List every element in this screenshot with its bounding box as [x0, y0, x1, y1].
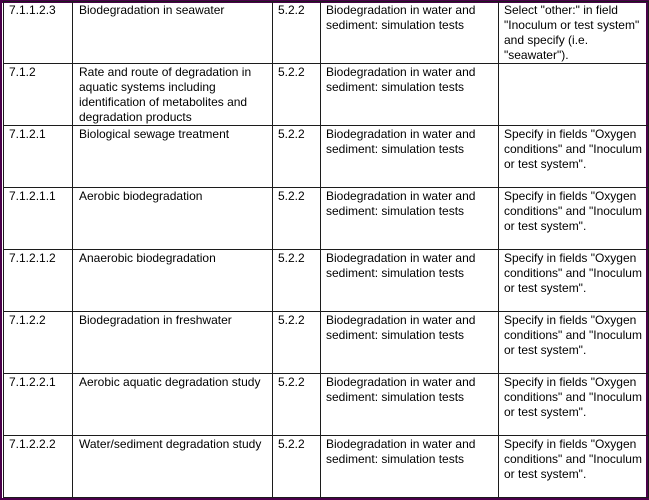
- section-number-cell: 7.1.2: [4, 64, 73, 126]
- instruction-cell: Select "other:" in field "Inoculum or test system" and specify (i.e. "seawater").: [499, 2, 649, 64]
- table-row: [4, 2, 649, 64]
- section-number-cell: 7.1.1.2.3: [4, 2, 73, 64]
- study-type-cell: Biodegradation in water and sediment: simulation tests: [321, 436, 499, 498]
- table-row: [4, 436, 649, 498]
- instruction-cell: [499, 64, 649, 126]
- instruction-cell: Specify in fields "Oxygen conditions" and "Inoculum or test system".: [499, 436, 649, 498]
- table-row: [4, 250, 649, 312]
- section-number-cell: 7.1.2.2: [4, 312, 73, 374]
- study-type-cell: Biodegradation in water and sediment: simulation tests: [321, 126, 499, 188]
- reference-number-cell: 5.2.2: [273, 374, 321, 436]
- study-type-cell: Biodegradation in water and sediment: simulation tests: [321, 188, 499, 250]
- reference-number-cell: 5.2.2: [273, 126, 321, 188]
- study-type-cell: Biodegradation in water and sediment: simulation tests: [321, 250, 499, 312]
- study-type-cell: Biodegradation in water and sediment: simulation tests: [321, 64, 499, 126]
- instruction-cell: Specify in fields "Oxygen conditions" and "Inoculum or test system".: [499, 312, 649, 374]
- instruction-cell: Specify in fields "Oxygen conditions" and "Inoculum or test system".: [499, 374, 649, 436]
- section-number-cell: 7.1.2.2.1: [4, 374, 73, 436]
- table-row: [4, 126, 649, 188]
- table-row: [4, 188, 649, 250]
- reference-number-cell: 5.2.2: [273, 436, 321, 498]
- section-number-cell: 7.1.2.1: [4, 126, 73, 188]
- instruction-cell: Specify in fields "Oxygen conditions" and "Inoculum or test system".: [499, 126, 649, 188]
- reference-number-cell: 5.2.2: [273, 2, 321, 64]
- endpoint-name-cell: Aerobic biodegradation: [73, 188, 273, 250]
- study-type-cell: Biodegradation in water and sediment: simulation tests: [321, 312, 499, 374]
- endpoint-mapping-table: [3, 1, 649, 498]
- endpoint-name-cell: Water/sediment degradation study: [73, 436, 273, 498]
- section-number-cell: 7.1.2.2.2: [4, 436, 73, 498]
- endpoint-name-cell: Anaerobic biodegradation: [73, 250, 273, 312]
- study-type-cell: Biodegradation in water and sediment: simulation tests: [321, 2, 499, 64]
- reference-number-cell: 5.2.2: [273, 188, 321, 250]
- reference-number-cell: 5.2.2: [273, 312, 321, 374]
- table-row: [4, 374, 649, 436]
- endpoint-name-cell: Biodegradation in seawater: [73, 2, 273, 64]
- reference-number-cell: 5.2.2: [273, 64, 321, 126]
- endpoint-name-cell: Biodegradation in freshwater: [73, 312, 273, 374]
- section-number-cell: 7.1.2.1.2: [4, 250, 73, 312]
- reference-number-cell: 5.2.2: [273, 250, 321, 312]
- section-number-cell: 7.1.2.1.1: [4, 188, 73, 250]
- endpoint-name-cell: Biological sewage treatment: [73, 126, 273, 188]
- study-type-cell: Biodegradation in water and sediment: simulation tests: [321, 374, 499, 436]
- instruction-cell: Specify in fields "Oxygen conditions" and "Inoculum or test system".: [499, 250, 649, 312]
- endpoint-name-cell: Rate and route of degradation in aquatic systems including identification of metabolites and degradation products: [73, 64, 273, 126]
- endpoint-name-cell: Aerobic aquatic degradation study: [73, 374, 273, 436]
- table-row: [4, 312, 649, 374]
- instruction-cell: Specify in fields "Oxygen conditions" and "Inoculum or test system".: [499, 188, 649, 250]
- table-row: [4, 64, 649, 126]
